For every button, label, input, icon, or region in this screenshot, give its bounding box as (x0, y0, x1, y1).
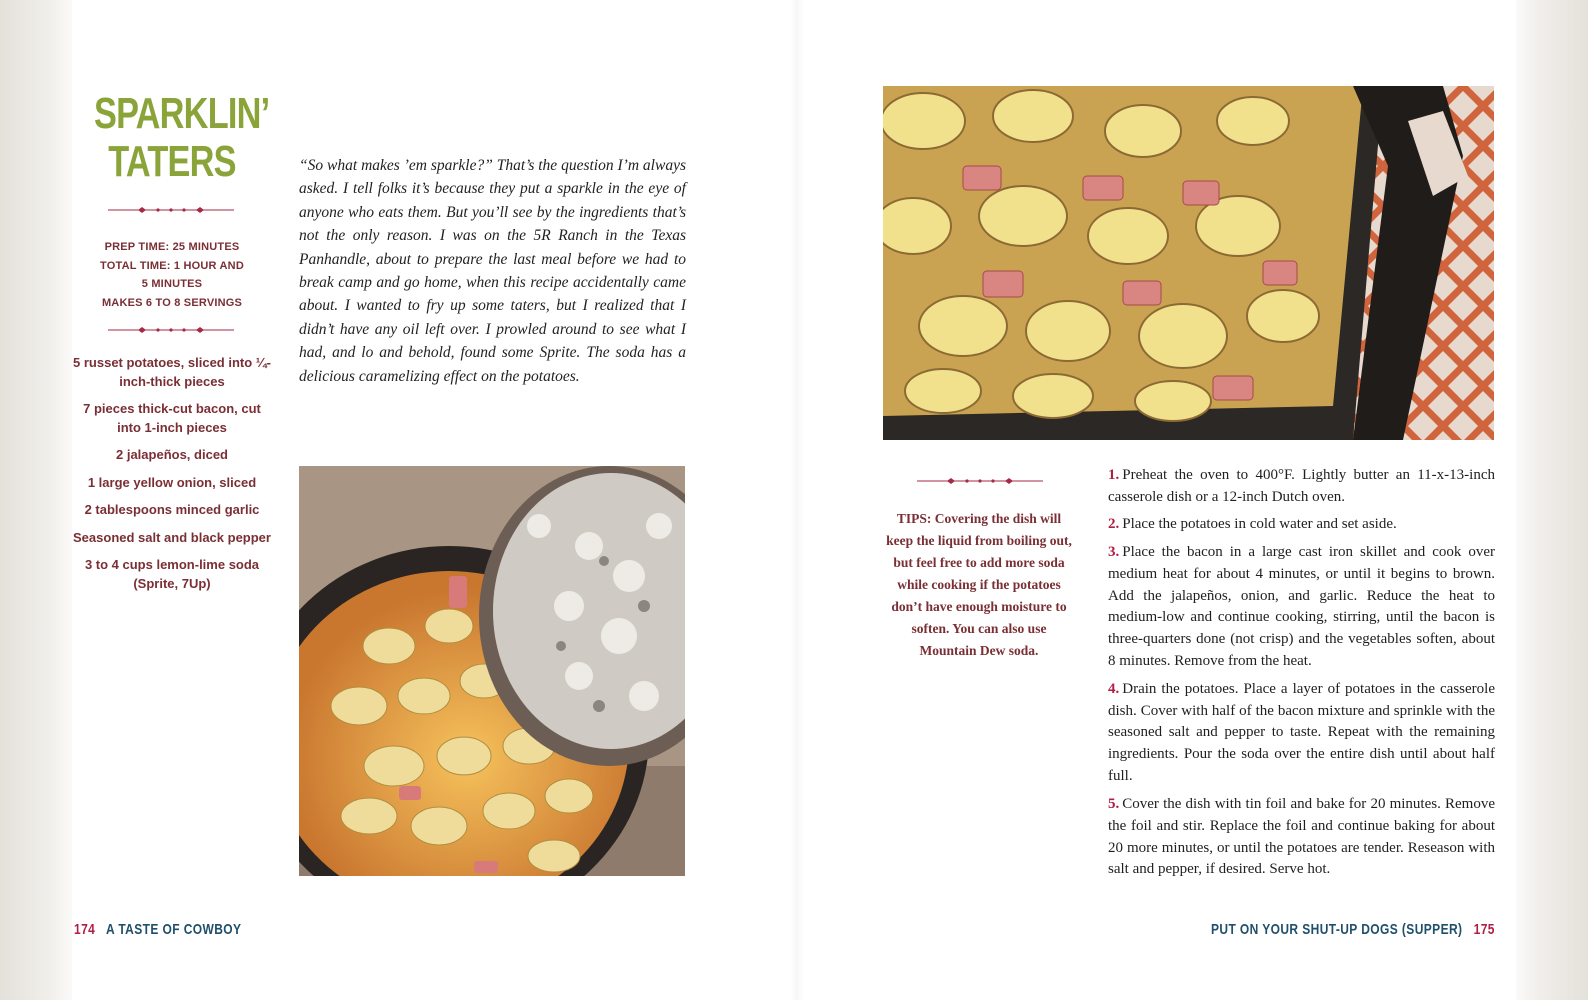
recipe-title-line: TATERS (108, 137, 236, 186)
ingredient-item: 3 to 4 cups lemon-lime soda (Sprite, 7Up) (84, 557, 260, 591)
total-time-cont: 5 MINUTES (141, 278, 203, 291)
page-edge-right (1516, 0, 1588, 1000)
ingredient-list (72, 354, 272, 602)
book-gutter (790, 0, 804, 1000)
page-number-right: 175 (1473, 921, 1495, 938)
servings: MAKES 6 TO 8 SERVINGS (101, 296, 243, 309)
page-number-left: 174 (74, 921, 96, 938)
dutch-oven-photo (299, 466, 685, 876)
ornament-divider (108, 325, 234, 335)
step-item (1108, 465, 1495, 509)
step-text: Place the bacon in a large cast iron skillet and cook over medium heat for about 4 minutes, or until it begins to brown. Add the jalapeños, onion, and garlic. Reduce the heat to medium-low and continue cooking, stirring, until the bacon is three-quarters done (not crisp) and the vegetables soften, about 8 minutes. Remove from the heat. (1108, 543, 1495, 670)
recipe-meta (82, 238, 262, 312)
recipe-title (94, 89, 270, 186)
ingredient-item: Seasoned salt and black pepper (73, 529, 271, 545)
step-number: 1. (1108, 467, 1120, 483)
step-number: 2. (1108, 516, 1120, 533)
recipe-intro: “So what makes ’em sparkle?” That’s the question I’m always asked. I tell folks it’s because they put a sparkle in the eye of anyone who eats them. But you’ll see by the ingredients that’s not the only reason. I was on the 5R Ranch in the Texas Panhandle, about to prepare the last meal before we had to break camp and go home, when this recipe accidentally came about. I wanted to fry up some taters, but I realized that I didn’t have any oil left over. I prowled around to see what I had, and lo and behold, found some Sprite. The soda has a delicious caramelizing effect on the potatoes. (299, 157, 686, 385)
recipe-title-line: SPARKLIN’ (94, 89, 270, 138)
ornament-divider (108, 205, 234, 215)
ingredient-item: 1 large yellow onion, sliced (87, 474, 257, 490)
ornament-divider (917, 476, 1043, 486)
recipe-steps (1108, 465, 1495, 887)
step-item (1108, 542, 1495, 673)
page-edge-left (0, 0, 72, 1000)
finished-dish-photo (883, 86, 1494, 440)
ingredient-item: 5 russet potatoes, sliced into ¼-inch-thick pieces (73, 355, 271, 389)
footer-left (74, 921, 241, 938)
running-title-right: PUT ON YOUR SHUT-UP DOGS (SUPPER) (1211, 921, 1463, 938)
total-time: TOTAL TIME: 1 HOUR AND (100, 259, 244, 272)
step-text: Place the potatoes in cold water and set aside. (1122, 516, 1397, 533)
ingredient-item: 7 pieces thick-cut bacon, cut into 1-inch pieces (83, 401, 261, 435)
step-item (1108, 514, 1495, 536)
step-number: 3. (1108, 543, 1120, 560)
step-number: 5. (1108, 795, 1120, 812)
step-item (1108, 794, 1495, 882)
prep-time: PREP TIME: 25 MINUTES (104, 241, 240, 253)
ingredient-item: 2 jalapeños, diced (116, 447, 228, 462)
step-text: Preheat the oven to 400°F. Lightly butter an 11-x-13-inch casserole dish or a 12-inch Dutch oven. (1108, 467, 1495, 505)
recipe-tips: TIPS: Covering the dish will keep the liquid from boiling out, but feel free to add more soda while cooking if the potatoes don’t have enough moisture to soften. You can also use Mountain Dew soda. (886, 511, 1072, 658)
running-title-left: A TASTE OF COWBOY (105, 921, 242, 938)
step-text: Drain the potatoes. Place a layer of potatoes in the casserole dish. Cover with half of the bacon mixture and sprinkle with the seasoned salt and pepper to taste. Repeat with the remaining ingredients. Pour the soda over the entire dish until about half full. (1108, 680, 1495, 785)
ingredient-item: 2 tablespoons minced garlic (84, 502, 260, 517)
step-text: Cover the dish with tin foil and bake for 20 minutes. Remove the foil and stir. Replace the foil and continue baking for about 20 more minutes, or until the potatoes are tender. Reseason with salt and pepper, if desired. Serve hot. (1108, 795, 1495, 878)
step-number: 4. (1108, 680, 1120, 697)
footer-right (1211, 921, 1495, 938)
step-item (1108, 679, 1495, 789)
